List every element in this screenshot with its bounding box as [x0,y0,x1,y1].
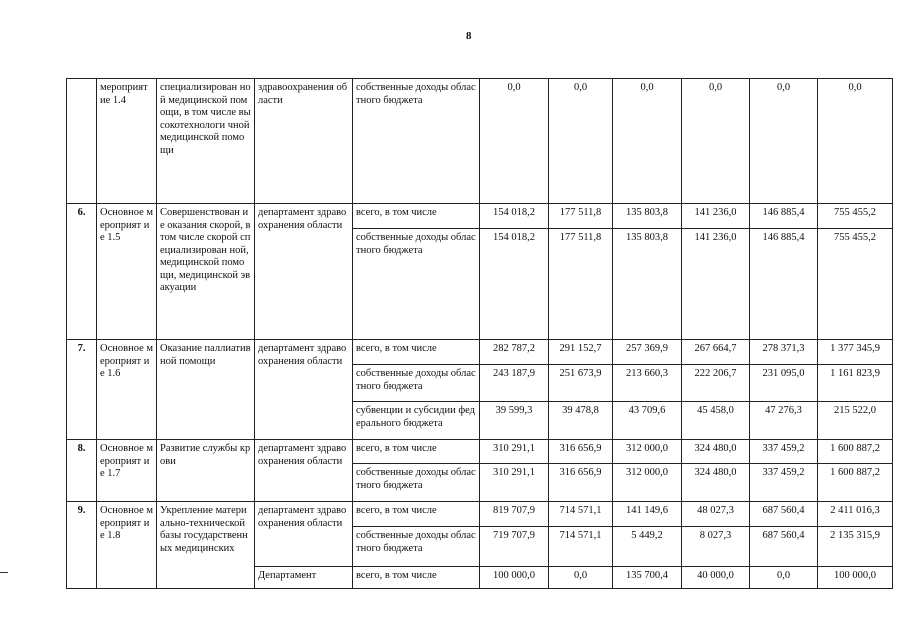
value-cell: 1 161 823,9 [818,365,893,402]
value-cell: 316 656,9 [549,464,613,502]
value-cell: 177 511,8 [549,229,613,340]
table-row [67,204,893,229]
value-cell: 135 700,4 [613,567,682,589]
value-cell: 1 600 887,2 [818,464,893,502]
value-cell: 0,0 [480,79,549,204]
value-cell: 141 149,6 [613,502,682,527]
value-cell: 141 236,0 [682,229,750,340]
value-cell: 714 571,1 [549,527,613,567]
activity-name: специализирован ной медицинской помощи, в том числе высокотехнологи чной медицинской помощи [157,79,255,204]
value-cell: 310 291,1 [480,464,549,502]
value-cell: 324 480,0 [682,464,750,502]
value-cell: 755 455,2 [818,204,893,229]
scan-edge-mark [0,572,8,573]
value-cell: 146 885,4 [750,229,818,340]
row-number: 8. [67,440,97,502]
value-cell: 146 885,4 [750,204,818,229]
value-cell: 222 206,7 [682,365,750,402]
activity-name: Оказание паллиативной помощи [157,340,255,440]
table-row [67,79,893,204]
value-cell: 0,0 [818,79,893,204]
activity-name: Укрепление материально-технической базы государственных медицинских [157,502,255,589]
table-row [67,502,893,527]
activity-type: Основное мероприят ие 1.6 [97,340,157,440]
budget-table [66,78,893,589]
activity-type: Основное мероприят ие 1.8 [97,502,157,589]
value-cell: 43 709,6 [613,402,682,440]
value-cell: 40 000,0 [682,567,750,589]
value-cell: 39 478,8 [549,402,613,440]
value-cell: 1 377 345,9 [818,340,893,365]
value-cell: 291 152,7 [549,340,613,365]
value-cell: 0,0 [682,79,750,204]
row-number [67,79,97,204]
funding-source: субвенции и субсидии федерального бюджета [353,402,480,440]
funding-source: всего, в том числе [353,502,480,527]
funding-source: собственные доходы областного бюджета [353,527,480,567]
value-cell: 213 660,3 [613,365,682,402]
value-cell: 2 411 016,3 [818,502,893,527]
funding-source: собственные доходы областного бюджета [353,464,480,502]
value-cell: 0,0 [750,79,818,204]
funding-source: всего, в том числе [353,567,480,589]
executor: департамент здравоохранения области [255,204,353,340]
funding-source: собственные доходы областного бюджета [353,229,480,340]
value-cell: 312 000,0 [613,440,682,464]
row-number: 7. [67,340,97,440]
executor: здравоохранения области [255,79,353,204]
value-cell: 0,0 [549,79,613,204]
row-number: 6. [67,204,97,340]
value-cell: 310 291,1 [480,440,549,464]
table-row [67,340,893,365]
value-cell: 100 000,0 [480,567,549,589]
value-cell: 47 276,3 [750,402,818,440]
row-number: 9. [67,502,97,589]
value-cell: 278 371,3 [750,340,818,365]
executor: департамент здравоохранения области [255,440,353,502]
value-cell: 48 027,3 [682,502,750,527]
executor: департамент здравоохранения области [255,340,353,440]
value-cell: 141 236,0 [682,204,750,229]
value-cell: 337 459,2 [750,440,818,464]
value-cell: 45 458,0 [682,402,750,440]
value-cell: 267 664,7 [682,340,750,365]
value-cell: 687 560,4 [750,527,818,567]
funding-source: всего, в том числе [353,440,480,464]
value-cell: 337 459,2 [750,464,818,502]
value-cell: 282 787,2 [480,340,549,365]
activity-name: Совершенствован ие оказания скорой, в том числе скорой специализирован ной, медицинской помощи, медицинской эвакуации [157,204,255,340]
value-cell: 251 673,9 [549,365,613,402]
funding-source: всего, в том числе [353,204,480,229]
value-cell: 316 656,9 [549,440,613,464]
value-cell: 819 707,9 [480,502,549,527]
value-cell: 2 135 315,9 [818,527,893,567]
value-cell: 714 571,1 [549,502,613,527]
page-number: 8 [466,30,472,42]
value-cell: 39 599,3 [480,402,549,440]
table-row [67,440,893,464]
activity-type: мероприят ие 1.4 [97,79,157,204]
value-cell: 231 095,0 [750,365,818,402]
value-cell: 687 560,4 [750,502,818,527]
value-cell: 215 522,0 [818,402,893,440]
funding-source: собственные доходы областного бюджета [353,365,480,402]
value-cell: 154 018,2 [480,229,549,340]
activity-type: Основное мероприят ие 1.7 [97,440,157,502]
value-cell: 177 511,8 [549,204,613,229]
activity-type: Основное мероприят ие 1.5 [97,204,157,340]
value-cell: 0,0 [613,79,682,204]
executor: Департамент [255,567,353,589]
value-cell: 100 000,0 [818,567,893,589]
value-cell: 1 600 887,2 [818,440,893,464]
funding-source: собственные доходы областного бюджета [353,79,480,204]
value-cell: 243 187,9 [480,365,549,402]
funding-source: всего, в том числе [353,340,480,365]
value-cell: 154 018,2 [480,204,549,229]
value-cell: 0,0 [750,567,818,589]
value-cell: 135 803,8 [613,204,682,229]
value-cell: 257 369,9 [613,340,682,365]
value-cell: 755 455,2 [818,229,893,340]
value-cell: 5 449,2 [613,527,682,567]
value-cell: 135 803,8 [613,229,682,340]
value-cell: 719 707,9 [480,527,549,567]
value-cell: 8 027,3 [682,527,750,567]
value-cell: 324 480,0 [682,440,750,464]
executor: департамент здравоохранения области [255,502,353,567]
activity-name: Развитие службы крови [157,440,255,502]
value-cell: 0,0 [549,567,613,589]
value-cell: 312 000,0 [613,464,682,502]
